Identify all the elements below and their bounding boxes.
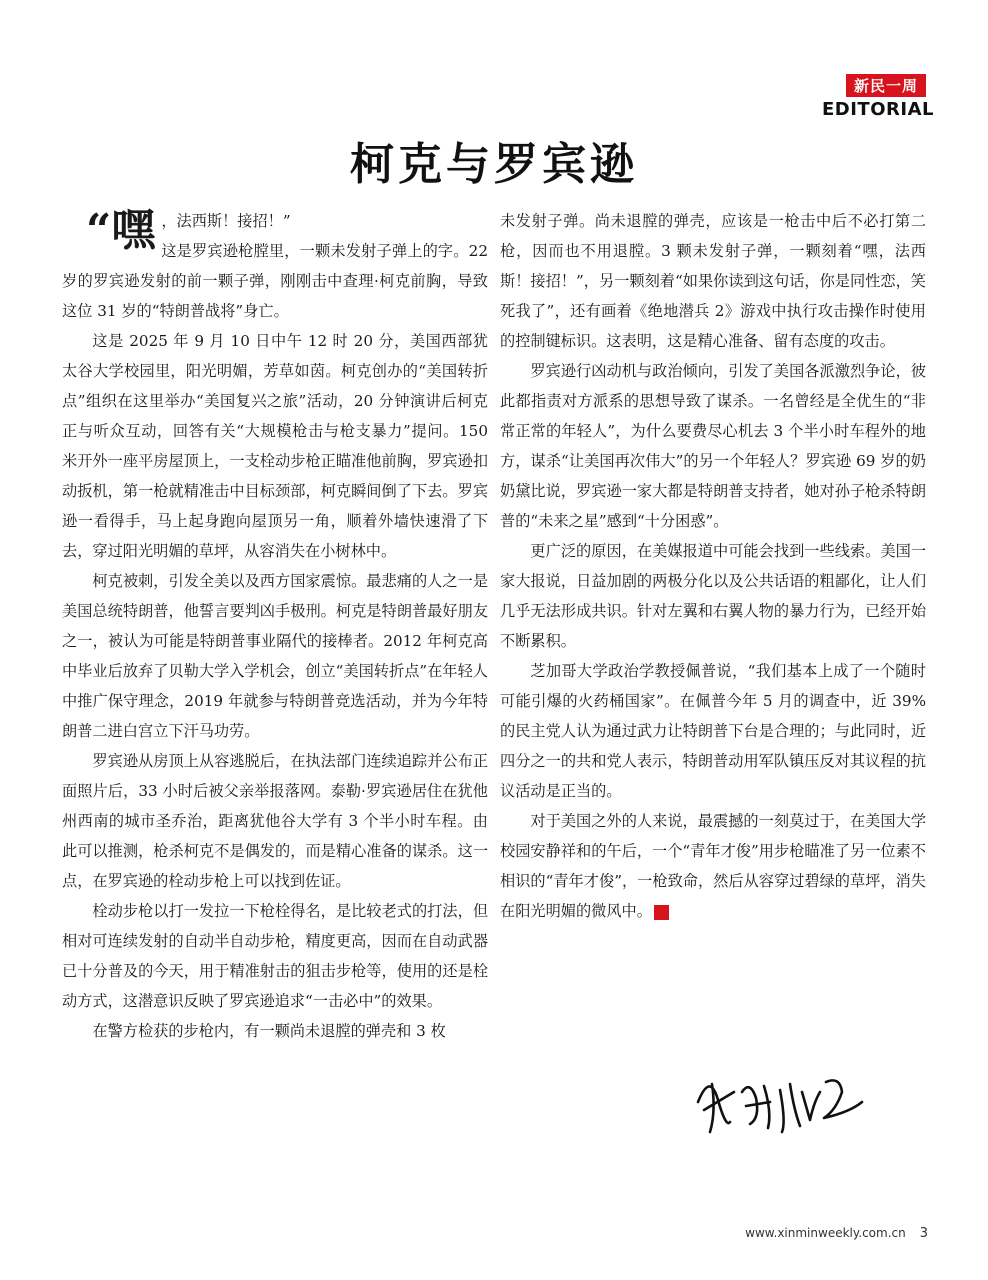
paragraph: 柯克被刺，引发全美以及西方国家震惊。最悲痛的人之一是美国总统特朗普，他誓言要判凶手极刑。柯克是特朗普最好朋友之一，被认为可能是特朗普事业隔代的接棒者。2012 年柯克高中毕业后放弃了贝勒大学入学机会，创立“美国转折点”在年轻人中推广保守理念，2019 年就参与特朗普竞选活动，并为今年特朗普二进白宫立下汗马功劳。 xyxy=(62,572,488,740)
lead-paragraph xyxy=(62,206,488,326)
paragraph: 芝加哥大学政治学教授佩普说，“我们基本上成了一个随时可能引爆的火药桶国家”。在佩普今年 5 月的调查中，近 39% 的民主党人认为通过武力让特朗普下台是合理的；与此同时，近四分之一的共和党人表示，特朗普动用军队镇压反对其议程的抗议活动是正当的。 xyxy=(500,662,926,800)
signature-icon xyxy=(690,1062,870,1142)
lead-text: 这是罗宾逊枪膛里，一颗未发射子弹上的字。22 岁的罗宾逊发射的前一颗子弹，刚刚击中查理·柯克前胸，导致这位 31 岁的“特朗普战将”身亡。 xyxy=(62,242,488,320)
paragraph: 这是 2025 年 9 月 10 日中午 12 时 20 分，美国西部犹太谷大学校园里，阳光明媚，芳草如茵。柯克创办的“美国转折点”组织在这里举办“美国复兴之旅”活动，20 分钟演讲后柯克正与听众互动，回答有关“大规模枪击与枪支暴力”提问。150 米开外一座平房屋顶上，一支栓动步枪正瞄准他前胸，罗宾逊扣动扳机，第一枪就精准击中目标颈部，柯克瞬间倒了下去。罗宾逊一看得手，马上起身跑向屋顶另一角，顺着外墙快速滑了下去，穿过阳光明媚的草坪，从容消失在小树林中。 xyxy=(62,332,488,560)
paragraph: 未发射子弹。尚未退膛的弹壳，应该是一枪击中后不必打第二枪，因而也不用退膛。3 颗未发射子弹，一颗刻着“嘿，法西斯！接招！”，另一颗刻着“如果你读到这句话，你是同性恋，笑死我了”，还有画着《绝地潜兵 2》游戏中执行攻击操作时使用的控制键标识。这表明，这是精心准备、留有态度的攻击。 xyxy=(500,212,926,350)
website-url: www.xinminweekly.com.cn xyxy=(745,1226,906,1240)
paragraph: 在警方检获的步枪内，有一颗尚未退膛的弹壳和 3 枚 xyxy=(92,1022,446,1040)
section-label: EDITORIAL xyxy=(822,99,934,120)
paragraph: 更广泛的原因，在美媒报道中可能会找到一些线索。美国一家大报说，日益加剧的两极分化以及公共话语的粗鄙化，让人们几乎无法形成共识。针对左翼和右翼人物的暴力行为，已经开始不断累积。 xyxy=(500,542,926,650)
article-title: 柯克与罗宾逊 xyxy=(350,139,638,190)
paragraph: 对于美国之外的人来说，最震撼的一刻莫过于，在美国大学校园安静祥和的午后，一个“青年才俊”用步枪瞄准了另一位素不相识的“青年才俊”，一枪致命，然后从容穿过碧绿的草坪，消失在阳光明媚的微风中。 民 xyxy=(500,812,926,920)
end-mark-icon: 民 xyxy=(654,905,669,920)
drop-cap: “嘿 xyxy=(86,205,156,256)
page-footer xyxy=(745,1226,928,1241)
brand-badge: 新民一周 xyxy=(846,74,926,97)
page-number: 3 xyxy=(919,1226,928,1241)
lead-quote: ，法西斯！接招！” xyxy=(161,212,291,230)
paragraph: 罗宾逊从房顶上从容逃脱后，在执法部门连续追踪并公布正面照片后，33 小时后被父亲举报落网。泰勒·罗宾逊居住在犹他州西南的城市圣乔治，距离犹他谷大学有 3 个半小时车程。由此可以推测，枪杀柯克不是偶发的，而是精心准备的谋杀。这一点，在罗宾逊的栓动步枪上可以找到佐证。 xyxy=(62,752,488,890)
paragraph: 罗宾逊行凶动机与政治倾向，引发了美国各派激烈争论，彼此都指责对方派系的思想导致了谋杀。一名曾经是全优生的“非常正常的年轻人”，为什么要费尽心机去 3 个半小时车程外的地方，谋杀“让美国再次伟大”的另一个年轻人？罗宾逊 69 岁的奶奶黛比说，罗宾逊一家大都是特朗普支持者，她对孙子枪杀特朗普的“未来之星”感到“十分困惑”。 xyxy=(500,362,926,530)
right-column xyxy=(500,206,926,926)
left-column xyxy=(62,206,488,1046)
masthead xyxy=(822,74,934,120)
paragraph: 栓动步枪以打一发拉一下枪栓得名，是比较老式的打法，但相对可连续发射的自动半自动步枪，精度更高，因而在自动武器已十分普及的今天，用于精准射击的狙击步枪等，使用的还是栓动方式，这潜意识反映了罗宾逊追求“一击必中”的效果。 xyxy=(62,902,488,1010)
